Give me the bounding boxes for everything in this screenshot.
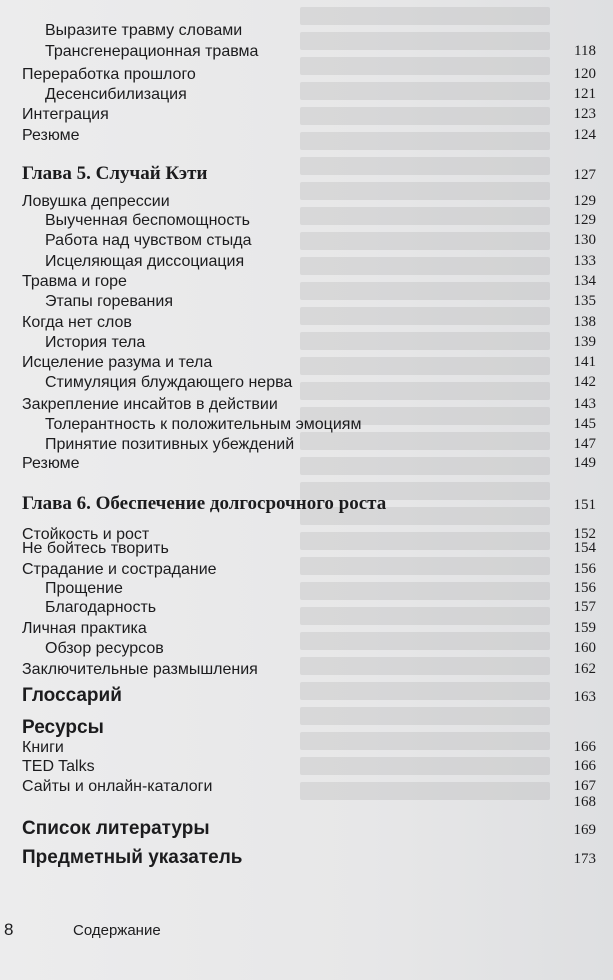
toc-entry-page: 166 — [573, 758, 596, 774]
toc-entry — [0, 127, 613, 149]
toc-entry-title: Книги — [22, 739, 64, 756]
toc-entry — [0, 314, 613, 336]
toc-entry — [0, 66, 613, 88]
toc-entry — [0, 396, 613, 418]
toc-entry-title: Резюме — [22, 127, 80, 144]
toc-entry-page: 157 — [573, 599, 596, 615]
toc-entry — [0, 374, 613, 396]
toc-entry-page: 124 — [573, 127, 596, 143]
toc-entry — [0, 293, 613, 315]
toc-entry-page: 147 — [573, 436, 596, 452]
toc-entry-title: Предметный указатель — [22, 847, 243, 868]
toc-entry-page: 156 — [573, 561, 596, 577]
toc-entry-title: Исцеление разума и тела — [22, 354, 213, 371]
toc-entry-title: Страдание и сострадание — [22, 561, 217, 578]
toc-entry-page: 143 — [573, 396, 596, 412]
toc-entry-title: История тела — [45, 334, 146, 351]
toc-entry-page: 149 — [573, 455, 596, 471]
toc-entry-page: 129 — [573, 193, 596, 209]
toc-entry-page: 130 — [573, 232, 596, 248]
toc-entry-page: 118 — [574, 43, 596, 59]
toc-entry-title: Список литературы — [22, 818, 210, 839]
toc-entry-page: 156 — [573, 580, 596, 596]
toc-entry-page: 133 — [573, 253, 596, 269]
page-footer — [0, 920, 613, 944]
toc-entry-page: 138 — [573, 314, 596, 330]
toc-entry-page: 145 — [573, 416, 596, 432]
toc-entry-page: 163 — [573, 689, 596, 705]
toc-entry — [0, 416, 613, 438]
toc-entry-title: Личная практика — [22, 620, 147, 637]
toc-entry-page: 168 — [573, 794, 596, 810]
toc-entry — [0, 86, 613, 108]
toc-entry — [0, 163, 613, 185]
toc-entry-title: Стойкость и рост — [22, 526, 150, 543]
toc-entry-title: Выразите травму словами — [45, 22, 243, 39]
toc-entry — [0, 717, 613, 739]
toc-entry-page: 162 — [573, 661, 596, 677]
toc-entry — [0, 794, 613, 816]
toc-entry-title: Прощение — [45, 580, 123, 597]
toc-entry-page: 167 — [573, 778, 596, 794]
toc-entry-page: 127 — [573, 167, 596, 183]
toc-entry — [0, 232, 613, 254]
toc-entry-title: Толерантность к положительным эмоциям — [45, 416, 362, 433]
toc-entry-title: Ресурсы — [22, 717, 104, 738]
toc-entry — [0, 661, 613, 683]
toc-entry — [0, 640, 613, 662]
toc-entry-page: 173 — [573, 851, 596, 867]
toc-entry-title: Переработка прошлого — [22, 66, 196, 83]
toc-entry-page: 123 — [573, 106, 596, 122]
toc-entry-title: Резюме — [22, 455, 80, 472]
toc-entry — [0, 599, 613, 621]
toc-entry-page: 151 — [573, 497, 596, 513]
toc-entry — [0, 685, 613, 707]
toc-entry-title: Исцеляющая диссоциация — [45, 253, 245, 270]
toc-entry — [0, 758, 613, 780]
toc-entry — [0, 354, 613, 376]
toc-entry-title: TED Talks — [22, 758, 95, 775]
toc-entry — [0, 334, 613, 356]
toc-entry-page: 142 — [573, 374, 596, 390]
toc-entry-title: Глоссарий — [22, 685, 122, 706]
toc-entry-title: Когда нет слов — [22, 314, 132, 331]
toc-entry-title: Благодарность — [45, 599, 157, 616]
toc-entry-page: 169 — [573, 822, 596, 838]
toc-entry-title: Этапы горевания — [45, 293, 173, 310]
toc-entry-title: Травма и горе — [22, 273, 127, 290]
toc-entry-title: Ловушка депрессии — [22, 193, 170, 210]
toc-entry — [0, 493, 613, 515]
toc-entry-page: 135 — [573, 293, 596, 309]
toc-entry-page: 160 — [573, 640, 596, 656]
toc-entry — [0, 620, 613, 642]
toc-entry-title: Глава 5. Случай Кэти — [22, 163, 208, 184]
page-number: 8 — [4, 920, 14, 939]
toc-entry-title: Закрепление инсайтов в действии — [22, 396, 278, 413]
toc-entry-page: 120 — [573, 66, 596, 82]
toc-entry — [0, 253, 613, 275]
toc-entry-title: Не бойтесь творить — [22, 540, 169, 557]
toc-entry-title: Обзор ресурсов — [45, 640, 164, 657]
toc-entry-title: Десенсибилизация — [45, 86, 187, 103]
toc-entry-page: 166 — [573, 739, 596, 755]
toc-entry — [0, 212, 613, 234]
toc-entry-page: 134 — [573, 273, 596, 289]
toc-entry-page: 141 — [573, 354, 596, 370]
toc-entry-page: 139 — [573, 334, 596, 350]
toc-entry-page: 129 — [573, 212, 596, 228]
toc-entry-title: Принятие позитивных убеждений — [45, 436, 295, 453]
toc-entry-page: 121 — [573, 86, 596, 102]
toc-entry-title: Стимуляция блуждающего нерва — [45, 374, 293, 391]
toc-entry-page: 152 — [573, 526, 596, 542]
toc-entry-title: Сайты и онлайн-каталоги — [22, 778, 213, 795]
running-title: Содержание — [73, 922, 161, 939]
toc-entry-title: Трансгенерационная травма — [45, 43, 259, 60]
toc-entry-title: Выученная беспомощность — [45, 212, 250, 229]
toc-entry-title: Заключительные размышления — [22, 661, 258, 678]
toc-entry-title: Работа над чувством стыда — [45, 232, 252, 249]
toc-entry — [0, 106, 613, 128]
toc-entry — [0, 540, 613, 562]
toc-entry — [0, 273, 613, 295]
toc-entry — [0, 847, 613, 869]
toc-entry — [0, 818, 613, 840]
toc-entry-page: 154 — [573, 540, 596, 556]
toc-entry — [0, 43, 613, 65]
toc-entry — [0, 455, 613, 477]
toc-entry-title: Интеграция — [22, 106, 109, 123]
toc-entry-page: 159 — [573, 620, 596, 636]
toc-entry-title: Глава 6. Обеспечение долгосрочного роста — [22, 493, 387, 514]
toc-entry — [0, 22, 613, 44]
